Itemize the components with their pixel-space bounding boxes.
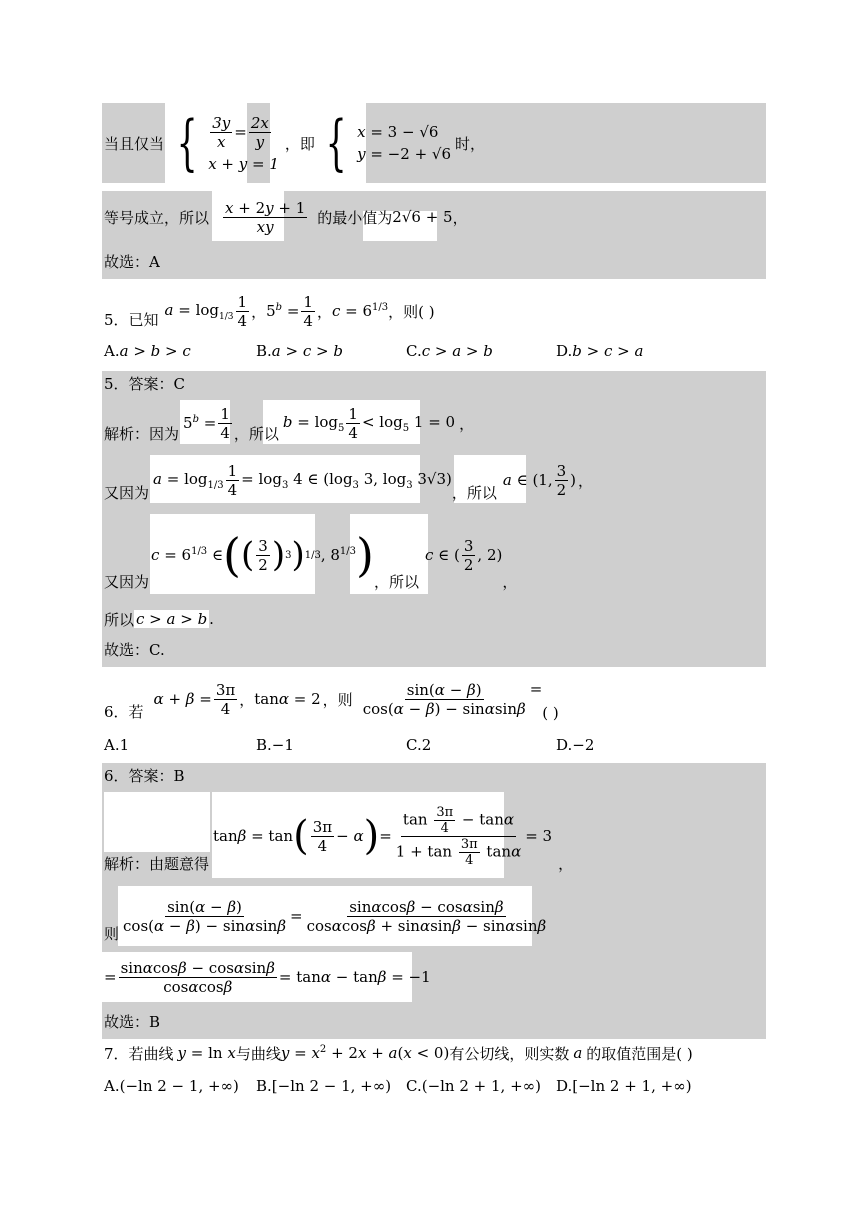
paren-icon: ) xyxy=(363,813,380,859)
q6-option-d: D.−2 xyxy=(556,736,595,754)
paren-icon: ) xyxy=(356,528,374,582)
text: 时， xyxy=(455,134,486,153)
fraction: $\frac{3\pi}{4}$ xyxy=(312,817,333,855)
fraction: $\frac{\sin(\alpha - \beta)}{\cos(\alpha - \beta) - \sin\alpha\sin\beta}$ xyxy=(123,897,287,935)
text: 6．答案：B xyxy=(104,766,185,785)
math: $b = \log_5$ xyxy=(282,412,345,434)
math: = xyxy=(529,680,543,698)
math: , 2) xyxy=(477,546,503,564)
math: $a = \log_{1/3}$ xyxy=(153,469,224,491)
q7-option-d: D.[−ln 2 + 1, +∞) xyxy=(556,1077,692,1095)
q5-option-b: B.a > c > b xyxy=(256,342,343,360)
q7-option-c: C.(−ln 2 + 1, +∞) xyxy=(406,1077,541,1095)
math: c > a > b xyxy=(136,610,208,628)
math: $c = 6^{1/3}$ xyxy=(331,302,389,320)
math: tanα = 2 xyxy=(254,690,321,708)
q4-answer xyxy=(104,250,160,272)
text: ，所以 xyxy=(373,573,419,591)
fraction: $\frac{1}{4}$ xyxy=(227,461,238,499)
math: $a = \log_{1/3}$ xyxy=(164,300,234,322)
text: 6．若 xyxy=(104,703,144,721)
text: ，则( ) xyxy=(388,302,435,321)
fraction: $\frac{3}{2}$ xyxy=(258,536,268,574)
text: 故选：C. xyxy=(104,640,165,659)
text: ( ) xyxy=(542,704,559,722)
text: 解析：因为 xyxy=(104,425,180,443)
fraction: $\frac{1}{4}$ xyxy=(220,404,230,442)
equation-system: { x = 3 − √6 y = −2 + √6 xyxy=(325,108,452,178)
math: − α xyxy=(336,827,364,845)
text: 等号成立，所以 xyxy=(104,208,210,227)
text: 当且仅当 xyxy=(104,134,165,153)
fraction: $\frac{3\pi}{4}$ xyxy=(215,680,236,718)
paren-icon: ( xyxy=(241,535,255,575)
q6-option-a: A.1 xyxy=(104,736,130,754)
text: ，即 xyxy=(284,134,315,153)
text: . xyxy=(209,610,214,628)
equation-system: { $\frac{3y}{x}$ = $\frac{2x}{y}$ x + y = 1 xyxy=(176,108,279,178)
text: 解析：由题意得 xyxy=(104,855,210,873)
text: ， xyxy=(452,208,468,227)
white-gap xyxy=(102,183,766,191)
value: 2√6 + 5 xyxy=(392,208,453,226)
math: = xyxy=(379,827,392,845)
text: ， xyxy=(251,302,267,321)
text: 故选：B xyxy=(104,1012,161,1031)
fraction: $\frac{1}{4}$ xyxy=(237,292,248,330)
a6-line4 xyxy=(104,1010,160,1032)
a6-line1 xyxy=(104,794,573,878)
math: = xyxy=(104,968,117,986)
paren-icon: ) xyxy=(271,535,286,575)
fraction: tan $\frac{3\pi}{4}$ − tanα 1 + tan $\frac{3\pi}{4}$ tanα xyxy=(395,804,522,868)
text: 又因为 xyxy=(104,573,150,591)
math: $5^b$ = xyxy=(183,414,217,432)
math: c ∈ ( xyxy=(424,546,460,564)
text: 故选：A xyxy=(104,252,160,271)
text: ， xyxy=(316,302,332,321)
brace-icon: { xyxy=(325,108,347,178)
fraction: $\frac{\sin\alpha\cos\beta - \cos\alpha\sin\beta}{\cos\alpha\cos\beta}$ xyxy=(120,958,275,996)
math: = tanα − tanβ = −1 xyxy=(278,968,431,986)
math: = $\log_3 4$ ∈ ($\log_3$ 3, $\log_3 3√3$) xyxy=(241,469,452,491)
fraction: $\frac{\sin\alpha\cos\beta - \cos\alpha\sin\beta}{\cos\alpha\cos\beta + \sin\alpha\sin\beta - \sin\alpha\sin\beta}$ xyxy=(306,897,547,935)
math: tanβ = tan xyxy=(213,827,294,845)
q5-option-c: C.c > a > b xyxy=(406,342,493,360)
math: α + β = xyxy=(153,690,212,708)
question-6 xyxy=(104,672,559,726)
a5-line4 xyxy=(104,607,214,631)
text: ， xyxy=(459,414,475,433)
fraction: $\frac{3}{2}$ xyxy=(463,536,474,574)
math: = xyxy=(290,907,303,925)
text: ，所以 xyxy=(451,484,497,502)
text: ，所以 xyxy=(233,425,279,443)
math: a ∈ (1, xyxy=(502,471,553,489)
a5-line2 xyxy=(104,457,593,503)
a5-line1 xyxy=(104,402,474,444)
a5-line5 xyxy=(104,638,165,660)
fraction: $\frac{3}{2}$ xyxy=(556,461,567,499)
q6-option-b: B.−1 xyxy=(256,736,294,754)
text: ， xyxy=(239,690,255,709)
a6-line2 xyxy=(104,888,550,944)
math: $y = x^2 + 2x + a(x < 0)$ xyxy=(280,1044,450,1062)
text: 又因为 xyxy=(104,484,150,502)
fraction: $\frac{x + 2y + 1}{xy}$ xyxy=(225,198,306,236)
q7-option-b: B.[−ln 2 − 1, +∞) xyxy=(256,1077,392,1095)
question-7 xyxy=(104,1041,693,1065)
q5-option-a: A.a > b > c xyxy=(104,342,191,360)
text: 与曲线 xyxy=(235,1044,281,1063)
q7-option-a: A.(−ln 2 − 1, +∞) xyxy=(104,1077,239,1095)
paren-icon: ( xyxy=(223,528,241,582)
a6-line3 xyxy=(104,954,431,1000)
question-5 xyxy=(104,290,435,332)
q6-option-c: C.2 xyxy=(406,736,432,754)
text: a xyxy=(573,1044,583,1062)
math: y = ln x xyxy=(177,1044,236,1062)
text: ， xyxy=(558,855,574,873)
text: ， xyxy=(578,471,594,490)
q5-option-d: D.b > c > a xyxy=(556,342,644,360)
text: ，则 xyxy=(322,690,353,709)
math: ) xyxy=(570,471,577,489)
fraction: $\frac{\sin(\alpha - \beta)}{\cos(\alpha - \beta) - \sin\alpha\sin\beta}$ xyxy=(362,680,526,718)
fraction: $\frac{1}{4}$ xyxy=(348,404,358,442)
math: $c = 6^{1/3}$ ∈ xyxy=(151,546,224,564)
text: 5．答案：C xyxy=(104,374,186,393)
math: < $\log_5 1 = 0$ xyxy=(361,412,456,434)
a5-answer xyxy=(104,372,185,394)
a6-answer xyxy=(104,764,185,786)
math: $5^b$ = xyxy=(266,302,300,320)
brace-icon: { xyxy=(176,108,198,178)
paren-icon: ( xyxy=(293,813,309,859)
text: ， xyxy=(502,573,518,591)
text: 有公切线，则实数 xyxy=(449,1044,570,1063)
text: 7．若曲线 xyxy=(104,1044,174,1063)
paren-icon: ) xyxy=(291,535,305,575)
fraction: $\frac{1}{4}$ xyxy=(303,292,313,330)
q4-line-condition xyxy=(104,105,485,181)
q4-line-min xyxy=(104,194,468,240)
text: 的最小值为 xyxy=(317,208,393,227)
text: 所以 xyxy=(104,610,135,629)
a5-line3: 又因为 $c = 6^{1/3}$ ∈ ( ( $\frac{3}{2}$ ) 3 ) 1/3 , $8^{1/3}$ ) ，所以 c ∈ ( $\frac{3}{2}$ , 2) ， xyxy=(104,528,518,591)
text: 5．已知 xyxy=(104,311,159,329)
math: , $8^{1/3}$ xyxy=(320,546,356,564)
text: 的取值范围是( ) xyxy=(586,1044,693,1063)
text: 则 xyxy=(104,925,120,943)
math: = 3 xyxy=(525,827,553,845)
